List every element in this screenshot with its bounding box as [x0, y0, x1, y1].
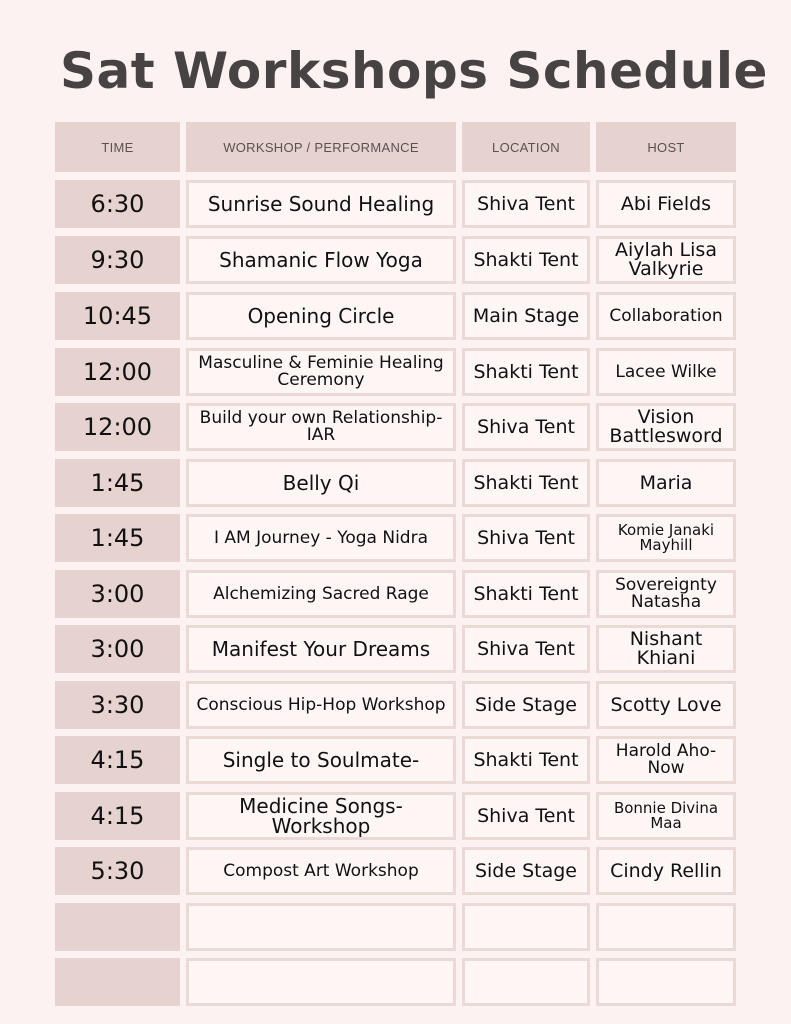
header-time: TIME — [55, 122, 180, 172]
header-workshop: WORKSHOP / PERFORMANCE — [186, 122, 456, 172]
table-row — [0, 514, 791, 562]
location-cell: Shiva Tent — [462, 403, 590, 451]
time-cell: 3:00 — [55, 570, 180, 618]
host-cell — [596, 903, 736, 951]
table-row — [0, 625, 791, 673]
workshop-cell: Shamanic Flow Yoga — [186, 236, 456, 284]
host-cell: Lacee Wilke — [596, 348, 736, 396]
workshop-cell — [186, 903, 456, 951]
host-cell: Vision Battlesword — [596, 403, 736, 451]
table-row — [0, 292, 791, 340]
location-cell: Shakti Tent — [462, 459, 590, 507]
table-row — [0, 736, 791, 784]
location-cell: Shiva Tent — [462, 792, 590, 840]
table-row — [0, 180, 791, 228]
location-cell — [462, 903, 590, 951]
location-cell: Shakti Tent — [462, 348, 590, 396]
location-cell: Side Stage — [462, 681, 590, 729]
time-cell: 5:30 — [55, 847, 180, 895]
time-cell — [55, 958, 180, 1006]
time-cell: 6:30 — [55, 180, 180, 228]
host-cell: Aiylah Lisa Valkyrie — [596, 236, 736, 284]
page-title: Sat Workshops Schedule — [60, 42, 768, 100]
table-row — [0, 847, 791, 895]
host-cell: Abi Fields — [596, 180, 736, 228]
host-cell: Harold Aho-Now — [596, 736, 736, 784]
workshop-cell: Conscious Hip-Hop Workshop — [186, 681, 456, 729]
location-cell: Shiva Tent — [462, 180, 590, 228]
time-cell — [55, 903, 180, 951]
time-cell: 10:45 — [55, 292, 180, 340]
host-cell: Collaboration — [596, 292, 736, 340]
table-row — [0, 348, 791, 396]
host-cell: Scotty Love — [596, 681, 736, 729]
time-cell: 4:15 — [55, 792, 180, 840]
location-cell: Main Stage — [462, 292, 590, 340]
workshop-cell — [186, 958, 456, 1006]
workshop-cell: Single to Soulmate- — [186, 736, 456, 784]
table-row — [0, 681, 791, 729]
workshop-cell: Compost Art Workshop — [186, 847, 456, 895]
time-cell: 4:15 — [55, 736, 180, 784]
workshop-cell: I AM Journey - Yoga Nidra — [186, 514, 456, 562]
table-row — [0, 903, 791, 951]
workshop-cell: Masculine & Feminie Healing Ceremony — [186, 348, 456, 396]
location-cell: Shiva Tent — [462, 625, 590, 673]
table-row — [0, 236, 791, 284]
location-cell: Shakti Tent — [462, 570, 590, 618]
location-cell: Shakti Tent — [462, 736, 590, 784]
table-row — [0, 403, 791, 451]
host-cell: Komie Janaki Mayhill — [596, 514, 736, 562]
time-cell: 9:30 — [55, 236, 180, 284]
workshop-cell: Manifest Your Dreams — [186, 625, 456, 673]
table-row — [0, 958, 791, 1006]
table-row — [0, 570, 791, 618]
time-cell: 12:00 — [55, 403, 180, 451]
header-host: HOST — [596, 122, 736, 172]
host-cell: Cindy Rellin — [596, 847, 736, 895]
time-cell: 1:45 — [55, 514, 180, 562]
host-cell: Nishant Khiani — [596, 625, 736, 673]
time-cell: 3:30 — [55, 681, 180, 729]
host-cell: Bonnie Divina Maa — [596, 792, 736, 840]
workshop-cell: Belly Qi — [186, 459, 456, 507]
workshop-cell: Alchemizing Sacred Rage — [186, 570, 456, 618]
table-row — [0, 792, 791, 840]
workshop-cell: Medicine Songs- Workshop — [186, 792, 456, 840]
location-cell: Side Stage — [462, 847, 590, 895]
workshop-cell: Opening Circle — [186, 292, 456, 340]
host-cell: Maria — [596, 459, 736, 507]
time-cell: 12:00 — [55, 348, 180, 396]
workshop-cell: Sunrise Sound Healing — [186, 180, 456, 228]
workshop-cell: Build your own Relationship- IAR — [186, 403, 456, 451]
location-cell — [462, 958, 590, 1006]
time-cell: 3:00 — [55, 625, 180, 673]
location-cell: Shakti Tent — [462, 236, 590, 284]
table-row — [0, 459, 791, 507]
location-cell: Shiva Tent — [462, 514, 590, 562]
time-cell: 1:45 — [55, 459, 180, 507]
header-location: LOCATION — [462, 122, 590, 172]
host-cell — [596, 958, 736, 1006]
host-cell: Sovereignty Natasha — [596, 570, 736, 618]
